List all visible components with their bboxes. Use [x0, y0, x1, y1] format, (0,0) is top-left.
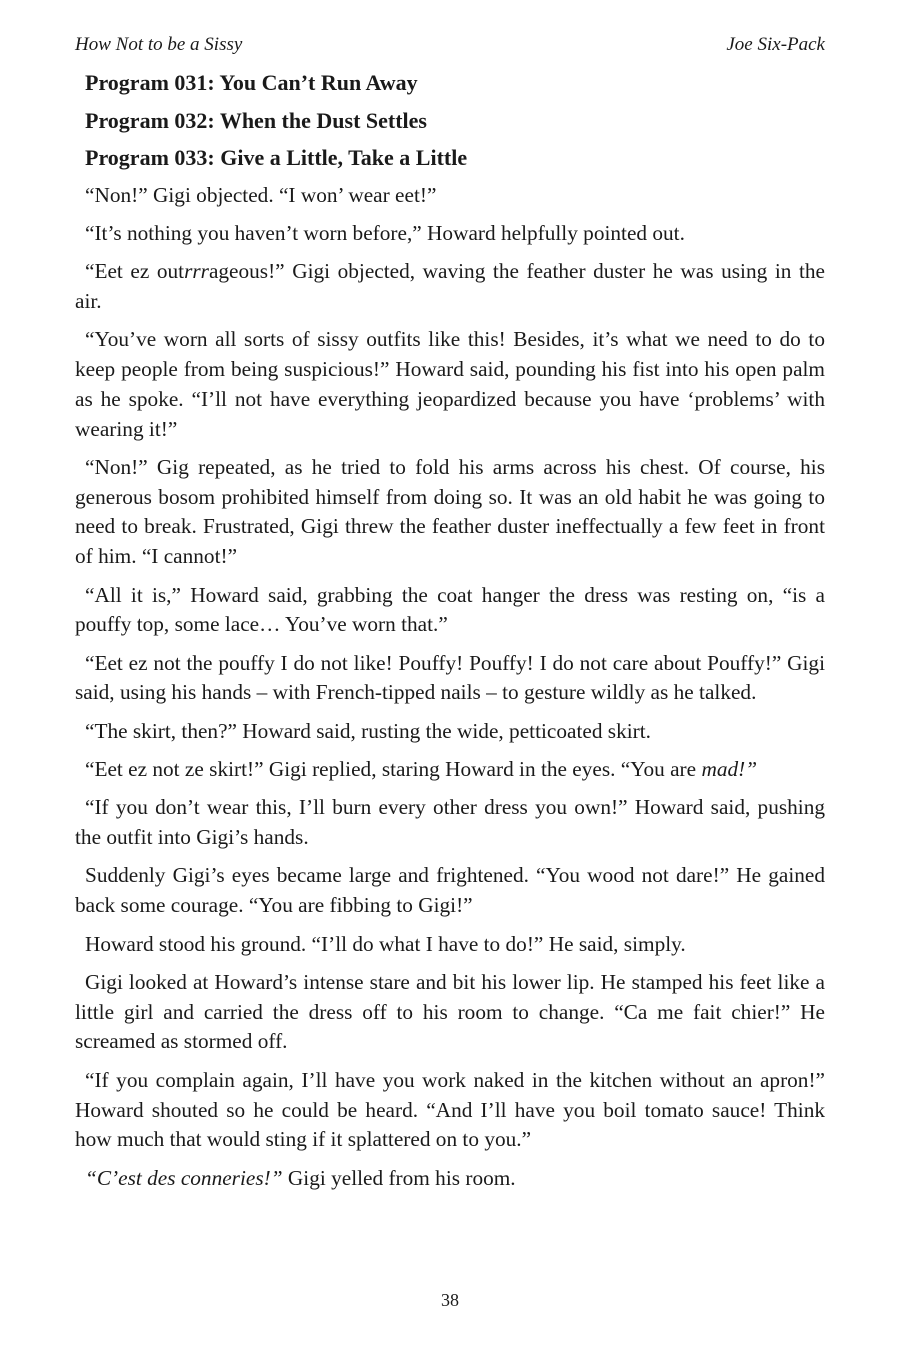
page-body [75, 68, 825, 1202]
book-title: How Not to be a Sissy [75, 34, 243, 55]
program-heading: Program 031: You Can’t Run Away [85, 70, 418, 95]
paragraph-text: ageous!” Gigi objected, waving the feather duster he was using in the air. [75, 259, 825, 313]
paragraph: “Eet ez not the pouffy I do not like! Pouffy! Pouffy! I do not care about Pouffy!” Gigi said, using his hands – with French-tipped nails – to gesture wildly as he talked. [75, 650, 825, 705]
page-number: 38 [441, 1290, 459, 1310]
paragraph-emphasis: mad!” [701, 757, 758, 782]
running-header [75, 34, 825, 60]
paragraph-emphasis: “C’est des conneries!” [85, 1165, 283, 1190]
paragraph-text: “Eet ez not ze skirt!” Gigi replied, staring Howard in the eyes. “You are [85, 757, 702, 782]
paragraph: “It’s nothing you haven’t worn before,” Howard helpfully pointed out. [85, 220, 685, 245]
paragraph: Suddenly Gigi’s eyes became large and frightened. “You wood not dare!” He gained back some courage. “You are fibbing to Gigi!” [75, 863, 825, 918]
paragraph [75, 257, 825, 317]
paragraph: Howard stood his ground. “I’ll do what I have to do!” He said, simply. [85, 931, 686, 956]
paragraph [75, 1164, 825, 1194]
paragraph: “The skirt, then?” Howard said, rusting the wide, petticoated skirt. [85, 718, 651, 743]
paragraph: “If you don’t wear this, I’ll burn every other dress you own!” Howard said, pushing the outfit into Gigi’s hands. [75, 795, 825, 850]
program-heading: Program 032: When the Dust Settles [85, 107, 427, 133]
paragraph-text: Gigi yelled from his room. [282, 1165, 516, 1190]
program-heading: Program 033: Give a Little, Take a Little [85, 145, 468, 170]
paragraph: “All it is,” Howard said, grabbing the coat hanger the dress was resting on, “is a pouffy top, some lace… You’ve worn that.” [75, 582, 825, 637]
paragraph [75, 755, 825, 785]
paragraph: “Non!” Gigi objected. “I won’ wear eet!” [85, 182, 437, 207]
paragraph: “Non!” Gig repeated, as he tried to fold his arms across his chest. Of course, his generous bosom prohibited himself from doing so. It was an old habit he was going to need to break. Frustrated, Gigi threw the feather duster ineffectually a few feet in front of him. “I cannot!” [75, 454, 825, 569]
paragraph-text: “Eet ez out [85, 259, 185, 284]
paragraph: Gigi looked at Howard’s intense stare and bit his lower lip. He stamped his feet like a little girl and carried the dress off to his room to change. “Ca me fait chier!” He screamed as stormed off. [75, 969, 825, 1054]
paragraph-emphasis: rrr [184, 259, 209, 284]
paragraph: “You’ve worn all sorts of sissy outfits like this! Besides, it’s what we need to do to keep people from being suspicious!” Howard said, pounding his fist into his open palm as he spoke. “I’ll not have everything jeopardized because you have ‘problems’ with wearing it!” [75, 327, 825, 441]
author-name: Joe Six-Pack [726, 34, 825, 55]
paragraph: “If you complain again, I’ll have you work naked in the kitchen without an apron!” Howard shouted so he could be heard. “And I’ll have you boil tomato sauce! Think how much that would sting if it splattered on to you.” [75, 1067, 825, 1152]
